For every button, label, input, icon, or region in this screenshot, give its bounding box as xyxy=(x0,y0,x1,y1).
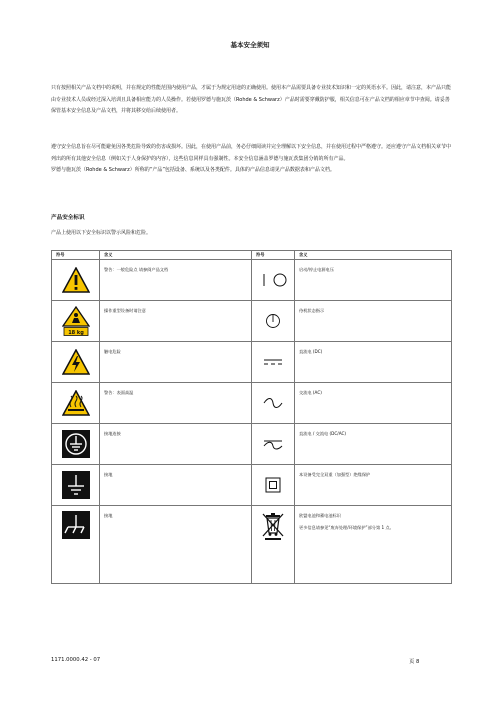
symbol-cell xyxy=(52,301,100,342)
symbol-cell xyxy=(252,424,295,465)
symbol-cell xyxy=(52,506,100,584)
symbol-cell xyxy=(252,506,295,584)
chassis-ground-icon xyxy=(62,511,90,539)
standby-icon xyxy=(265,313,281,329)
meaning-cell: 直流电 (DC) xyxy=(295,342,452,383)
page-title: 基本安全须知 xyxy=(230,41,270,49)
symbol-cell xyxy=(52,424,100,465)
alternating-current-icon xyxy=(262,398,284,408)
direct-current-icon xyxy=(262,357,284,367)
column-header: 符号 xyxy=(52,251,100,260)
section-title: 产品安全标识 xyxy=(51,215,85,221)
symbol-cell xyxy=(52,465,100,506)
symbol-cell xyxy=(252,465,295,506)
meaning-cell: 警告：一般危险点 请参阅产品文档 xyxy=(100,260,252,301)
hot-surface-icon xyxy=(62,390,90,416)
meaning-cell: 待机状态指示 xyxy=(295,301,452,342)
document-number: 1171.0000.42 - 07 xyxy=(51,657,101,663)
meaning-cell: 启动/停止电源电压 xyxy=(295,260,452,301)
table-row xyxy=(52,342,452,383)
protective-earth-icon xyxy=(62,430,90,458)
symbol-cell xyxy=(252,301,295,342)
table-row xyxy=(52,506,452,584)
symbol-cell xyxy=(252,383,295,424)
meaning-text: 欧盟电池和蓄电池标识 xyxy=(299,513,341,518)
double-insulation-icon xyxy=(265,477,281,493)
symbol-cell xyxy=(252,342,295,383)
column-header: 含义 xyxy=(295,251,452,260)
electric-shock-icon xyxy=(62,349,90,375)
heavy-equipment-weight-icon xyxy=(62,306,90,336)
meaning-cell: 接地连接 xyxy=(100,424,252,465)
meaning-cell: 交流电 (AC) xyxy=(295,383,452,424)
on-off-supply-voltage-icon xyxy=(256,272,290,288)
symbol-cell xyxy=(252,260,295,301)
meaning-cell: 警告：表面高温 xyxy=(100,383,252,424)
column-header: 含义 xyxy=(100,251,252,260)
meaning-cell: 接地 xyxy=(100,465,252,506)
meaning-cell: 触电危险 xyxy=(100,342,252,383)
general-warning-triangle-icon xyxy=(62,267,90,293)
meaning-cell: 本设备受完全双重（加强型）绝缘保护 xyxy=(295,465,452,506)
safety-info-paragraph: 遵守安全信息旨在尽可能避免因各类危险导致的伤害或损坏。因此，在使用产品前，务必仔细阅读并完全理解以下安全信息，并在使用过程中严格遵守。还应遵守产品文档相关章节中列出的所有其他安全信息（例如关于人身保护的内容），这些信息同样具有强制性。本安全信息涵盖罗德与施瓦茨集团分销的所有产品。 罗德与施瓦茨（Rohde & Schwarz）所称的“产品”包括设备、系统以及各类配件。具体的产品信息请见产品数据表和产品文档。 xyxy=(51,144,452,173)
table-row xyxy=(52,260,452,301)
earth-ground-icon xyxy=(62,471,90,499)
table-row xyxy=(52,383,452,424)
table-row xyxy=(52,465,452,506)
intro-paragraph: 只有按照相关产品文档中的说明，并在规定的性能范围内使用产品，才属于为规定用途的正确使用。使用本产品需要具备专业技术知识和一定的英语水平。因此，请注意，本产品只能由专业技术人员或经过深入培训且具备相应能力的人员操作。若使用罗德与施瓦茨（Rohde & Schwarz）产品时需要穿戴防护服，相关信息可在产品文档的相应章节中查阅。请妥善保管基本安全信息及产品文档，并将其移交给后续使用者。 xyxy=(51,85,452,114)
section-intro: 产品上使用以下安全标识以警示风险和危险。 xyxy=(51,230,152,236)
column-header: 符号 xyxy=(252,251,295,260)
meaning-cell xyxy=(295,506,452,584)
page-number: 页 8 xyxy=(409,659,420,665)
weight-label: 18 kg xyxy=(67,330,84,336)
meaning-cell: 接地 xyxy=(100,506,252,584)
weee-crossed-bin-icon xyxy=(261,511,285,541)
table-header-row xyxy=(52,251,452,260)
safety-symbols-table xyxy=(51,250,452,584)
table-row xyxy=(52,424,452,465)
meaning-note: 更多信息请参见“废弃处理/环境保护”部分第 1 点。 xyxy=(299,525,394,530)
dc-ac-icon xyxy=(262,438,284,450)
meaning-cell: 直流电 / 交流电 (DC/AC) xyxy=(295,424,452,465)
symbol-cell xyxy=(52,383,100,424)
table-row xyxy=(52,301,452,342)
symbol-cell xyxy=(52,260,100,301)
meaning-cell: 操作重型设备时请注意 xyxy=(100,301,252,342)
symbol-cell xyxy=(52,342,100,383)
